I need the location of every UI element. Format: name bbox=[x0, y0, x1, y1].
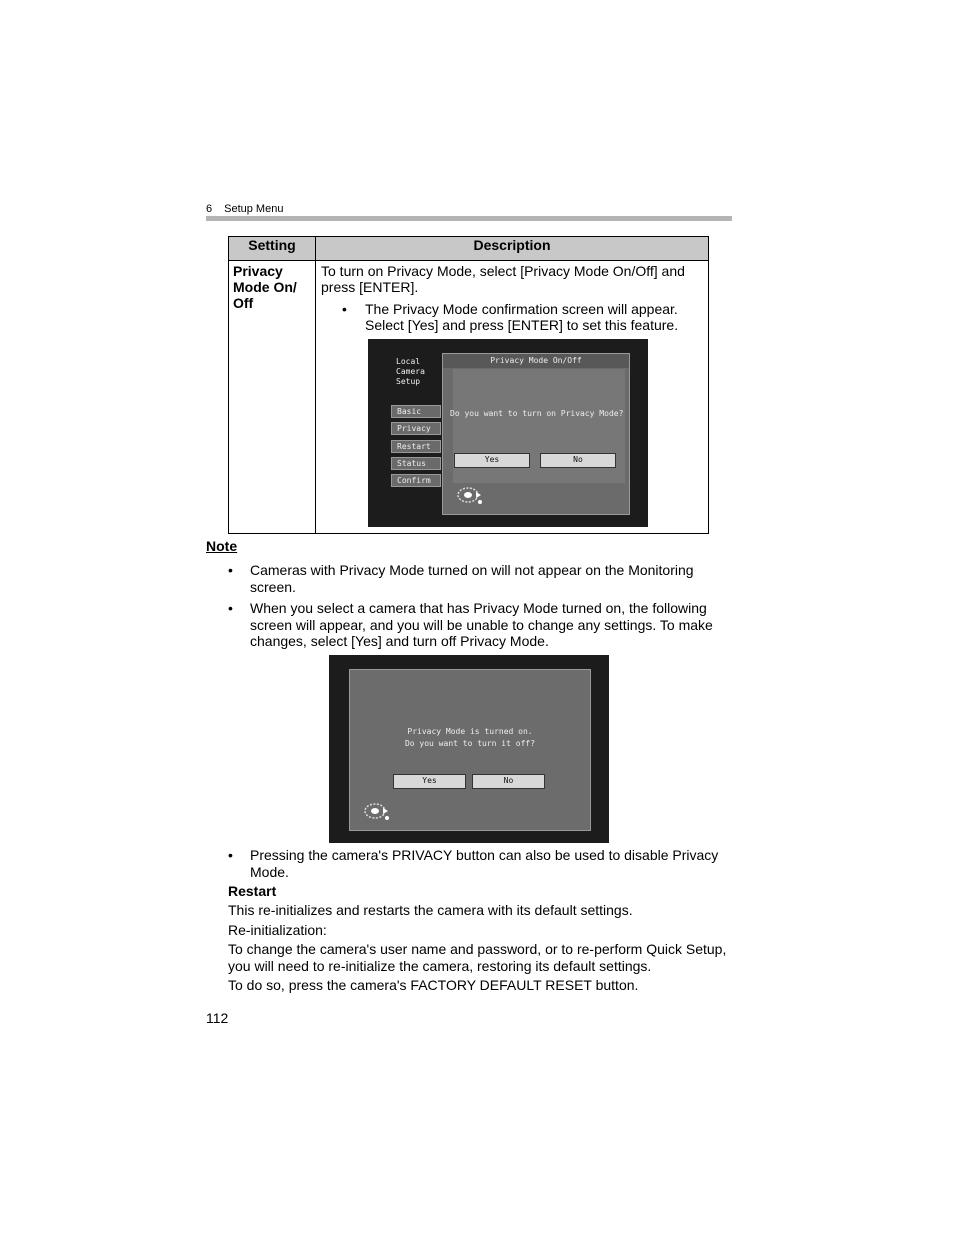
header-rule bbox=[206, 216, 732, 221]
restart-heading: Restart bbox=[228, 883, 277, 899]
menu-item-basic: Basic bbox=[391, 405, 441, 418]
description-bullet bbox=[321, 301, 703, 333]
privacy-on-message bbox=[350, 726, 590, 750]
column-header-setting: Setting bbox=[229, 237, 316, 261]
no-button: No bbox=[472, 774, 545, 789]
restart-paragraph: This re-initializes and restarts the camera with its default settings. bbox=[228, 902, 633, 918]
dialog-panel bbox=[450, 369, 625, 483]
message-line: Privacy Mode is turned on. bbox=[407, 727, 533, 736]
privacy-on-panel bbox=[349, 669, 591, 831]
privacy-on-screenshot bbox=[329, 655, 609, 843]
dialog-title: Privacy Mode On/Off bbox=[443, 354, 629, 368]
chapter-number: 6 bbox=[206, 203, 213, 215]
menu-item-restart: Restart bbox=[391, 440, 441, 453]
bullet-dot: • bbox=[228, 562, 233, 578]
menu-item-confirm: Confirm bbox=[391, 474, 441, 487]
dialog-question: Do you want to turn on Privacy Mode? bbox=[450, 409, 624, 418]
yes-button: Yes bbox=[454, 453, 530, 468]
bullet-text: The Privacy Mode confirmation screen will appear. Select [Yes] and press [ENTER] to set this feature. bbox=[365, 301, 679, 333]
list-item-text: Pressing the camera's PRIVACY button can also be used to disable Privacy Mode. bbox=[250, 847, 719, 880]
menu-title-line: Setup bbox=[396, 377, 421, 386]
restart-paragraph: To change the camera's user name and password, or to re-perform Quick Setup, you will need to re-initialize the camera, restoring its default settings. bbox=[228, 941, 727, 974]
no-button: No bbox=[540, 453, 616, 468]
description-intro: To turn on Privacy Mode, select [Privacy Mode On/Off] and press [ENTER]. bbox=[321, 263, 685, 295]
list-item-text: When you select a camera that has Privacy Mode turned on, the following screen will appear, and you will be unable to change any settings. To make changes, select [Yes] and turn off Privacy Mode. bbox=[250, 600, 713, 649]
menu-item-privacy: Privacy bbox=[391, 422, 441, 435]
list-item-text: Cameras with Privacy Mode turned on will not appear on the Monitoring screen. bbox=[250, 562, 694, 595]
bullet-dot: • bbox=[228, 600, 233, 616]
menu-title bbox=[396, 357, 425, 387]
remote-dpad-icon bbox=[364, 803, 390, 821]
page-number: 112 bbox=[206, 1010, 229, 1026]
confirmation-dialog bbox=[442, 353, 630, 515]
menu-title-line: Camera bbox=[396, 367, 425, 376]
message-line: Do you want to turn it off? bbox=[404, 739, 536, 748]
running-header bbox=[206, 203, 283, 215]
chapter-title: Setup Menu bbox=[224, 203, 284, 215]
yes-button: Yes bbox=[393, 774, 466, 789]
menu-item-status: Status bbox=[391, 457, 441, 470]
note-heading: Note bbox=[206, 538, 238, 554]
privacy-confirmation-screenshot bbox=[368, 339, 648, 527]
bullet-dot: • bbox=[342, 301, 347, 317]
bullet-dot: • bbox=[228, 847, 233, 863]
setting-name: Privacy Mode On/ Off bbox=[229, 261, 316, 534]
menu-title-line: Local bbox=[396, 357, 421, 366]
restart-paragraph: Re-initialization: bbox=[228, 922, 327, 938]
column-header-description: Description bbox=[316, 237, 709, 261]
remote-dpad-icon bbox=[457, 487, 483, 505]
restart-paragraph: To do so, press the camera's FACTORY DEFAULT RESET button. bbox=[228, 977, 639, 993]
